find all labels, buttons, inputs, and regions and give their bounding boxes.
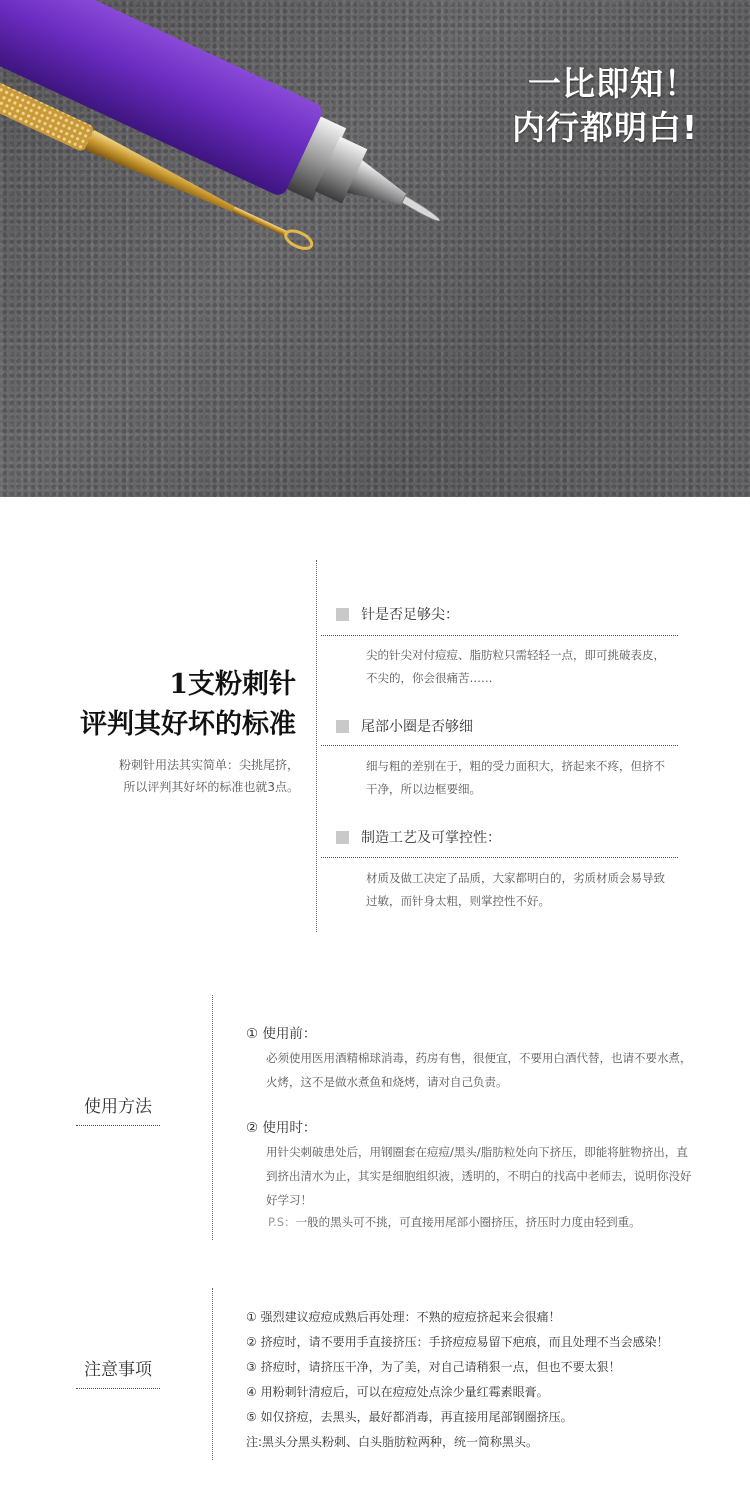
usage-label: 使用方法 [76,1092,160,1126]
usage-before-title: ① 使用前： [246,1026,317,1042]
criterion-1-separator [321,635,678,636]
note-item-2: ② 挤痘时，请不要用手直接挤压：手挤痘痘易留下疤痕，而且处理不当会感染！ [246,1335,669,1349]
headline-line-2: 评判其好坏的标准 [80,709,296,740]
criterion-3-text: 材质及做工决定了品质，大家都明白的，劣质材质会易导致 过敏，而针身太粗，则掌控性不好。 [366,871,665,908]
note-item-5: ⑤ 如仅挤痘，去黑头，最好都消毒，再直接用尾部钢圈挤压。 [246,1410,573,1424]
usage-ps-note: P.S：一般的黑头可不挑，可直接用尾部小圈挤压，挤压时力度由轻到重。 [268,1215,641,1229]
section1-divider [316,560,317,932]
criterion-2-text: 细与粗的差别在于，粗的受力面积大，挤起来不疼，但挤不 干净，所以边框要细。 [366,759,665,796]
criterion-2-title: 尾部小圈是否够细 [336,716,473,736]
notes-divider [212,1288,213,1460]
usage-during-title: ② 使用时： [246,1120,317,1136]
hero-title-line-2: 内行都明白! [511,108,698,147]
ps-tag: P.S： [268,1215,296,1229]
hero-title [512,62,698,150]
note-item-1: ① 强烈建议痘痘成熟后再处理：不熟的痘痘挤起来会很痛！ [246,1310,561,1324]
description-line-2: 所以评判其好坏的标准也就3点。 [123,780,299,794]
section1-headline [80,665,296,745]
headline-line-1: 1支粉刺针 [169,669,296,700]
note-item-3: ③ 挤痘时，请挤压干净，为了美，对自己请稍狠一点，但也不要太狠！ [246,1360,621,1374]
criterion-2-separator [321,745,678,746]
description-line-1: 粉刺针用法其实简单：尖挑尾挤， [118,758,299,772]
criterion-1-text: 尖的针尖对付痘痘、脂肪粒只需轻轻一点，即可挑破表皮， 不尖的，你会很痛苦…… [366,648,665,685]
usage-during-text: 用针尖刺破患处后，用钢圈套在痘痘/黑头/脂肪粒处向下挤压，即能将脏物挤出，直 到挤出清水为止，其实是细胞组织液，透明的，不明白的找高中老师去，说明你没好 好学习！ [266,1145,692,1207]
usage-divider [212,995,213,1240]
hero-title-line-1: 一比即知！ [528,64,698,103]
note-item-4: ④ 用粉刺针清痘后，可以在痘痘处点涂少量红霉素眼膏。 [246,1385,549,1399]
note-footnote: 注:黑头分黑头粉刺、白头脂肪粒两种，统一简称黑头。 [246,1435,539,1449]
hero-product-photo [0,0,750,497]
square-bullet-icon [336,608,349,621]
criterion-1-title: 针是否足够尖： [336,604,459,624]
criterion-3-separator [321,857,678,858]
usage-before-text: 必须使用医用酒精棉球消毒，药房有售，很便宜，不要用白酒代替，也请不要水煮， 火烤，这不是做水煮鱼和烧烤，请对自己负责。 [266,1051,692,1089]
square-bullet-icon [336,720,349,733]
notes-label: 注意事项 [76,1355,160,1389]
square-bullet-icon [336,831,349,844]
criterion-3-title: 制造工艺及可掌控性： [336,827,501,847]
section1-description [119,754,299,798]
